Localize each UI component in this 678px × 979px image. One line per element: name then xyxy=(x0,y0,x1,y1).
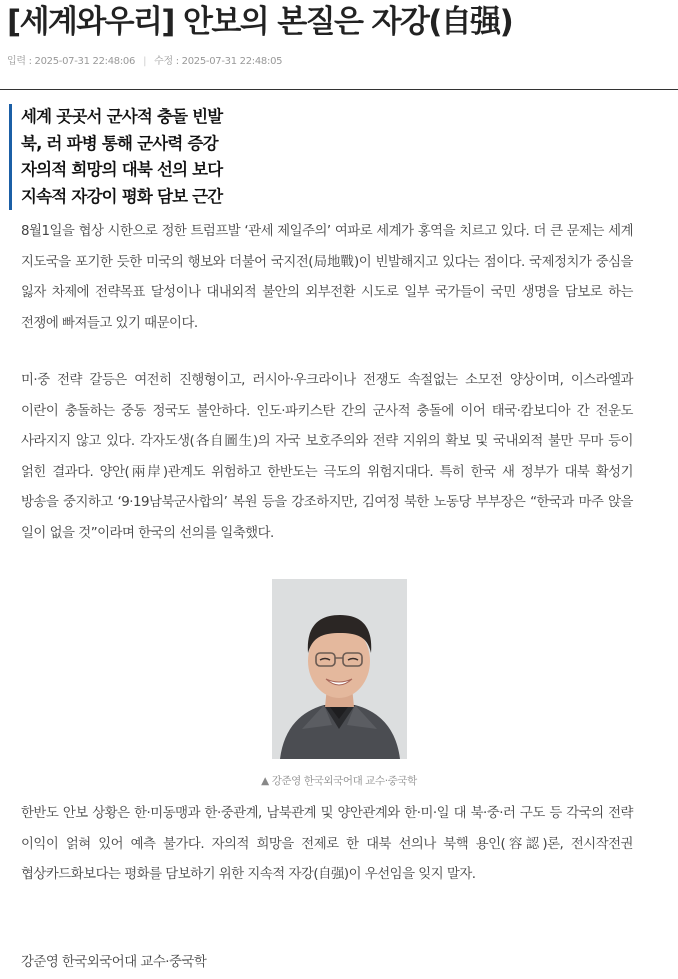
body-paragraph-3: 한반도 안보 상황은 한·미동맹과 한·중관계, 남북관계 및 양안관계와 한·미·일 대 북·중·러 구도 등 각국의 전략 이익이 얽혀 있어 예측 불가다. 자의적 희망을 전제로 한 대북 선의나 북핵 용인(容認)론, 전시작전권 협상카드화보다는 평화를 담보하기 위한 지속적 자강(自强)이 우선임을 잊지 말자. xyxy=(21,806,633,882)
subheading: 지속적 자강이 평화 담보 근간 xyxy=(21,186,223,206)
subheading: 자의적 희망의 대북 선의 보다 xyxy=(21,160,223,179)
body-paragraph-1: 8월1일을 협상 시한으로 정한 트럼프발 ‘관세 제일주의’ 여파로 세계가 홍역을 치르고 있다. 더 큰 문제는 세계 지도국을 포기한 듯한 미국의 행보와 더불어 국지전(局地戰)이 빈발해지고 있다는 점이다. 국제정치가 중심을 잃자 차제에 전략목표 달성이나 대내외적 불안의 외부전환 시도로 일부 국가들이 국민 생명을 담보로 하는 전쟁에 빠져들고 있기 때문이다. xyxy=(21,224,633,331)
author-photo xyxy=(272,579,407,759)
date-separator: | xyxy=(143,56,147,67)
body-paragraph-2: 미·중 전략 갈등은 여전히 진행형이고, 러시아·우크라이나 전쟁도 속절없는 소모전 양상이며, 이스라엘과 이란이 충돌하는 중동 정국도 불안하다. 인도·파키스탄 간의 군사적 충돌에 이어 태국·캄보디아 간 전운도 사라지지 않고 있다. 각자도생(各自圖生)의 자국 보호주의와 전략 지위의 확보 및 국내외적 불만 무마 등이 얽힌 결과다. 양안(兩岸)관계도 위험하고 한반도는 극도의 위험지대다. 특히 한국 새 정부가 대북 확성기 방송을 중지하고 ‘9·19남북군사합의’ 복원 등을 강조하지만, 김여정 북한 노동당 부부장은 “한국과 마주 앉을 일이 없을 것”이라며 한국의 선의를 일축했다. xyxy=(21,373,633,541)
article-dates xyxy=(7,52,282,67)
author-portrait-graphic xyxy=(272,579,407,759)
subheadings xyxy=(9,104,661,210)
author-signature: 강준영 한국외국어대 교수·중국학 xyxy=(21,955,207,970)
article-title: [세계와우리] 안보의 본질은 자강(自强) xyxy=(7,4,513,40)
subheading: 세계 곳곳서 군사적 충돌 빈발 xyxy=(21,107,223,126)
photo-caption: ▲ 강준영 한국외국어대 교수·중국학 xyxy=(261,775,417,787)
input-date: 입력 : 2025-07-31 22:48:06 xyxy=(7,56,136,67)
title-divider xyxy=(0,89,678,90)
subheading: 북, 러 파병 통해 군사력 증강 xyxy=(21,133,218,153)
modified-date: 수정 : 2025-07-31 22:48:05 xyxy=(154,56,283,67)
